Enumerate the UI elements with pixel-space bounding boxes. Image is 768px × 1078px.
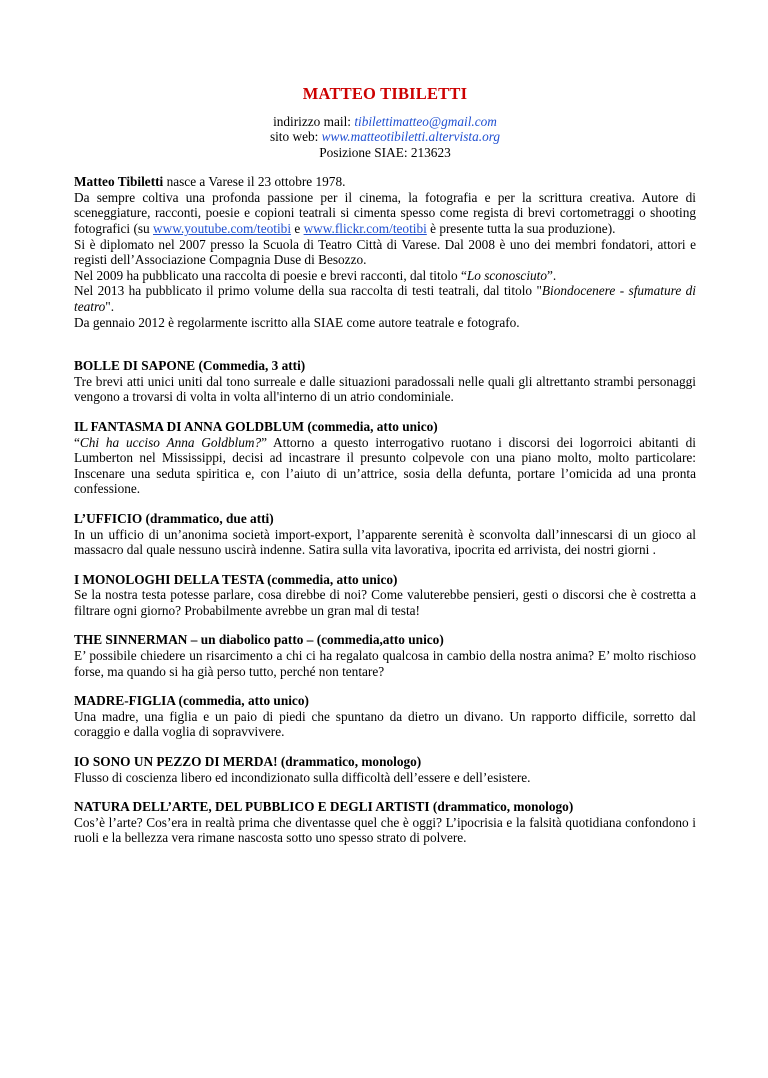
works-list xyxy=(74,358,696,846)
work-title: THE SINNERMAN – un diabolico patto – (commedia,atto unico) xyxy=(74,632,444,648)
bio-text: e xyxy=(291,221,304,236)
bio-text: è presente tutta la sua produzione). xyxy=(426,221,616,236)
work-item xyxy=(74,419,696,497)
author-name: Matteo Tibiletti xyxy=(74,174,164,190)
bio-text: Nel 2009 ha pubblicato una raccolta di poesie e brevi racconti, dal titolo “ xyxy=(74,267,467,283)
flickr-link[interactable]: www.flickr.com/teotibi xyxy=(303,221,427,236)
youtube-link[interactable]: www.youtube.com/teotibi xyxy=(153,221,292,236)
work-item xyxy=(74,572,696,619)
work-title: MADRE-FIGLIA (commedia, atto unico) xyxy=(74,693,309,709)
biography xyxy=(74,174,696,330)
work-description: Una madre, una figlia e un paio di piedi che spuntano da dietro un divano. Un rapporto difficile, sorretto dal coraggio e dalla voglia di sopravvivere. xyxy=(74,708,696,740)
work-title: I MONOLOGHI DELLA TESTA (commedia, atto unico) xyxy=(74,571,398,587)
bio-paragraph: Si è diplomato nel 2007 presso la Scuola di Teatro Città di Varese. Dal 2008 è uno dei membri fondatori, attori e registi dell’Associazione Compagnia Duse di Besozzo. xyxy=(74,236,696,268)
book-title: Biondocenere - sfumature di teatro xyxy=(74,283,696,314)
work-title: IO SONO UN PEZZO DI MERDA! (drammatico, monologo) xyxy=(74,754,422,770)
web-line xyxy=(74,129,696,144)
work-description: E’ possibile chiedere un risarcimento a chi ci ha regalato qualcosa in cambio della nostra anima? E’ molto rischioso forse, ma quando si ha già perso tutto, perché non tentare? xyxy=(74,648,696,679)
work-item xyxy=(74,799,696,846)
book-title: Lo sconosciuto xyxy=(466,267,548,283)
page-title: MATTEO TIBILETTI xyxy=(302,84,468,103)
work-title: IL FANTASMA DI ANNA GOLDBLUM (commedia, atto unico) xyxy=(74,418,438,434)
quote-mark: “ xyxy=(74,434,80,450)
bio-text: ”. xyxy=(547,267,557,283)
work-item xyxy=(74,358,696,405)
work-quote: Chi ha ucciso Anna Goldblum? xyxy=(79,434,262,450)
bio-paragraph xyxy=(74,174,696,190)
bio-paragraph xyxy=(74,283,696,314)
siae-position: Posizione SIAE: 213623 xyxy=(319,144,451,160)
work-item xyxy=(74,693,696,740)
work-description: Cos’è l’arte? Cos’era in realtà prima che diventasse quel che è oggi? L’ipocrisia e la falsità quotidiana confondono i ruoli e la bellezza vera rimane nascosta sotto uno spesso strato di polvere. xyxy=(74,814,696,846)
web-value[interactable]: www.matteotibiletti.altervista.org xyxy=(321,129,501,145)
bio-text: Nel 2013 ha pubblicato il primo volume della sua raccolta di testi teatrali, dal titolo " xyxy=(74,283,542,299)
work-item xyxy=(74,511,696,558)
document-page xyxy=(0,84,768,1078)
work-title: L’UFFICIO (drammatico, due atti) xyxy=(74,510,274,526)
bio-paragraph xyxy=(74,268,696,284)
web-label: sito web: xyxy=(269,129,319,145)
work-description-text: ” Attorno a questo interrogativo ruotano i discorsi dei logorroici abitanti di Lumberton nel Mississippi, decisi ad incastrare il presunto colpevole con una piano molto, molto particolare: Inscenare una seduta spiritica e, con l’aiuto di un’attrice, sosia della defunta, portare l’omicida ad una pronta confessione. xyxy=(74,434,696,497)
work-description: Tre brevi atti unici uniti dal tono surreale e dalle situazioni paradossali nelle quali gli altrettanto strambi personaggi vengono a trovarsi di volta in volta all'interno di un atrio condominiale. xyxy=(74,373,696,405)
work-description: Flusso di coscienza libero ed incondizionato sulla difficoltà dell’essere e dell’esistere. xyxy=(74,769,531,785)
work-description: Se la nostra testa potesse parlare, cosa direbbe di noi? Come valuterebbe pensieri, gesti o discorsi che è costretta a filtrare ogni giorno? Probabilmente avrebbe un gran mal di testa! xyxy=(74,587,696,618)
bio-text: nasce a Varese il 23 ottobre 1978. xyxy=(163,174,346,190)
work-item xyxy=(74,632,696,679)
work-description: In un ufficio di un’anonima società import-export, l’apparente serenità è sconvolta dall’innescarsi di un gioco al massacro dal quale nessuno uscirà indenne. Satira sulla vita lavorativa, ipocrita ed arrivista, dei nostri giorni . xyxy=(74,526,696,558)
work-item xyxy=(74,754,696,785)
bio-text: ". xyxy=(105,298,115,314)
mail-line xyxy=(74,114,696,129)
mail-label: indirizzo mail: xyxy=(273,114,351,129)
work-description xyxy=(74,435,696,497)
mail-value[interactable]: tibilettimatteo@gmail.com xyxy=(354,114,497,129)
bio-text: Da sempre coltiva una profonda passione per il cinema, la fotografia e per la scrittura creativa. Autore di sceneggiature, racconti, poesie e copioni teatrali si cimenta spesso come regista di brevi cortometraggi o shooting fotografici (su xyxy=(74,189,696,236)
work-title: BOLLE DI SAPONE (Commedia, 3 atti) xyxy=(74,358,306,374)
bio-paragraph xyxy=(74,190,696,237)
work-title: NATURA DELL’ARTE, DEL PUBBLICO E DEGLI ARTISTI (drammatico, monologo) xyxy=(74,799,574,815)
contact-block xyxy=(74,114,696,160)
bio-paragraph: Da gennaio 2012 è regolarmente iscritto alla SIAE come autore teatrale e fotografo. xyxy=(74,314,520,330)
